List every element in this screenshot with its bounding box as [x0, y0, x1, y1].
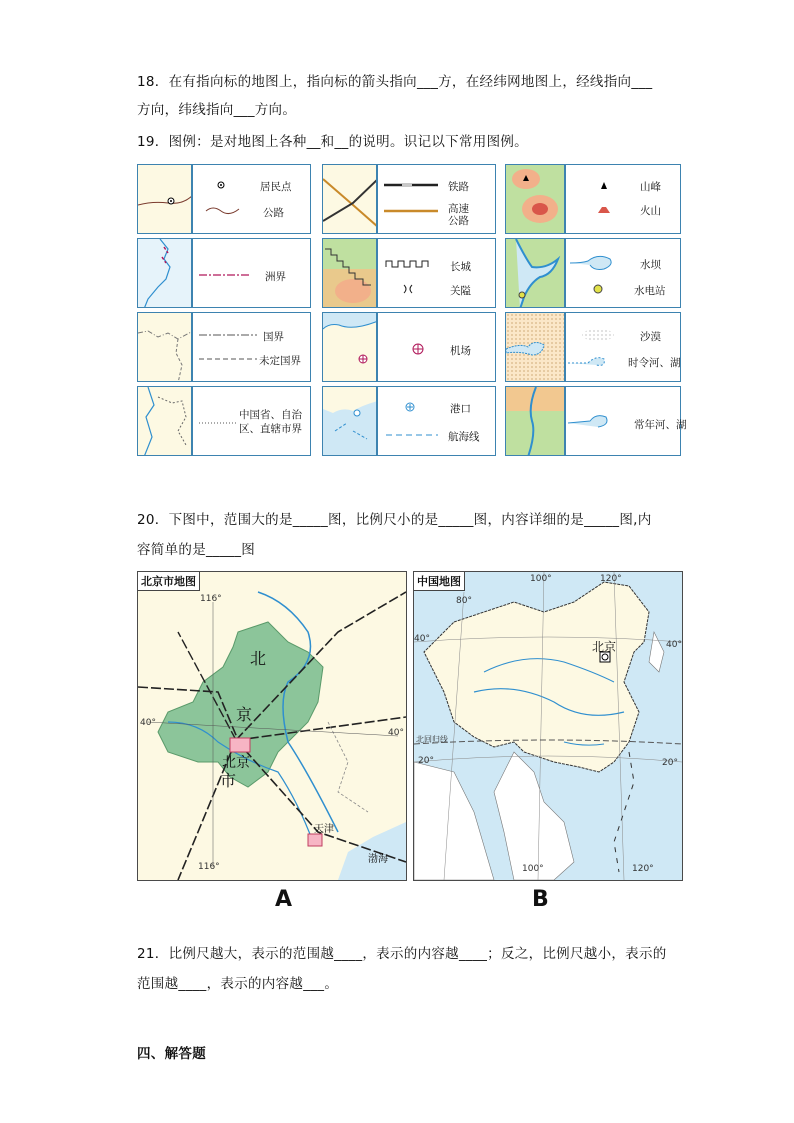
legend-table	[137, 164, 687, 456]
port-shipping-icons	[382, 387, 442, 457]
legend-label-highway-2: 公路	[448, 215, 469, 227]
settlement-road-thumb	[138, 165, 192, 234]
legend-thumb-port	[322, 386, 377, 456]
desert-seasonal-icons	[568, 313, 632, 383]
legend-cell-greatwall	[377, 238, 496, 308]
continent-border-icon	[195, 239, 255, 309]
legend-cell-airport	[377, 312, 496, 382]
legend-label-airport: 机场	[450, 345, 471, 357]
map-a-bohai: 渤海	[368, 854, 388, 865]
map-b-tropic: 北回归线	[416, 735, 448, 744]
map-a-char-bei: 北	[250, 649, 267, 668]
map-beijing	[137, 571, 407, 881]
map-b-caption: B	[532, 887, 549, 912]
peak-thumb	[506, 165, 565, 234]
legend-thumb-railway	[322, 164, 377, 234]
legend-cell-peak	[565, 164, 681, 234]
legend-thumb-province	[137, 386, 192, 456]
legend-label-shipping: 航海线	[448, 431, 480, 443]
legend-thumb-peak	[505, 164, 565, 234]
hydro-icon	[594, 285, 602, 293]
map-a-lat-right: 40°	[388, 728, 404, 738]
legend-label-seasonal: 时令河、湖	[628, 357, 681, 369]
map-b-lat-20-right: 20°	[662, 758, 678, 768]
perennial-thumb	[506, 387, 565, 456]
legend-label-highway-1: 高速	[448, 203, 469, 215]
legend-thumb-perennial	[505, 386, 565, 456]
greatwall-pass-icons	[382, 239, 442, 309]
map-a-drawing	[138, 572, 406, 880]
map-b-lat-40-right: 40°	[666, 640, 682, 650]
border-icons	[199, 313, 259, 383]
airport-thumb	[323, 313, 377, 382]
legend-thumb-airport	[322, 312, 377, 382]
legend-label-hydro: 水电站	[634, 285, 666, 297]
peak-icon	[601, 182, 607, 189]
map-a-caption: A	[275, 887, 293, 912]
legend-thumb-national	[137, 312, 192, 382]
map-b-title: 中国地图	[414, 572, 465, 591]
map-a-title: 北京市地图	[138, 572, 200, 591]
map-a-tianjin: 天津	[314, 824, 334, 835]
legend-label-railway: 铁路	[448, 181, 469, 193]
legend-label-national: 国界	[263, 331, 284, 343]
legend-cell-continent	[192, 238, 311, 308]
legend-label-desert: 沙漠	[640, 331, 661, 343]
railway-thumb	[323, 165, 377, 234]
legend-label-perennial: 常年河、湖	[634, 419, 687, 431]
national-thumb	[138, 313, 192, 382]
dam-icon	[570, 256, 611, 269]
desert-thumb	[506, 313, 565, 382]
question-21-line2: 范围越____，表示的内容越___。	[137, 976, 339, 992]
peak-volcano-icons	[584, 165, 624, 235]
legend-label-pass: 关隘	[450, 285, 471, 297]
map-a-lon-bottom: 116°	[198, 862, 220, 872]
map-b-lon-100-top: 100°	[530, 574, 552, 584]
legend-label-volcano: 火山	[640, 205, 661, 217]
legend-label-dam: 水坝	[640, 259, 661, 271]
legend-label-province-1: 中国省、自治	[239, 409, 302, 421]
railway-highway-icons	[382, 165, 442, 235]
map-b-lon-80: 80°	[456, 596, 472, 606]
legend-cell-national	[192, 312, 311, 382]
desert-icon	[582, 329, 614, 341]
legend-label-port: 港口	[450, 403, 471, 415]
map-a-char-shi: 市	[220, 771, 237, 790]
legend-cell-port	[377, 386, 496, 456]
port-thumb	[323, 387, 377, 456]
legend-label-road: 公路	[263, 207, 284, 219]
greatwall-thumb	[323, 239, 377, 308]
legend-thumb-dam	[505, 238, 565, 308]
map-b-drawing	[414, 572, 682, 880]
settlement-icon	[201, 165, 241, 235]
map-b-lon-120-bottom: 120°	[632, 864, 654, 874]
airport-icon	[398, 313, 438, 383]
legend-cell-settlement	[192, 164, 311, 234]
continent-thumb	[138, 239, 192, 308]
map-b-lon-100-bottom: 100°	[522, 864, 544, 874]
legend-thumb-continent	[137, 238, 192, 308]
legend-thumb-greatwall	[322, 238, 377, 308]
map-b-beijing: 北京	[592, 640, 617, 654]
map-b-lat-40-left: 40°	[414, 634, 430, 644]
question-20-line2: 容简单的是_____图	[137, 542, 256, 558]
legend-thumb-settlement	[137, 164, 192, 234]
map-b-lon-120-top: 120°	[600, 574, 622, 584]
legend-cell-province	[192, 386, 311, 456]
map-a-lat-left: 40°	[140, 718, 156, 728]
seasonal-river-icon	[568, 358, 604, 366]
province-thumb	[138, 387, 192, 456]
legend-label-undefined: 未定国界	[259, 355, 301, 367]
map-a-lon-top: 116°	[200, 594, 222, 604]
section-4-title: 四、解答题	[137, 1046, 206, 1062]
legend-cell-dam	[565, 238, 681, 308]
map-a-char-jing: 京	[236, 705, 253, 724]
question-19: 19．图例：是对地图上各种__和__的说明。识记以下常用图例。	[137, 134, 528, 150]
map-a-beijing: 北京	[222, 755, 250, 771]
dam-hydro-icons	[568, 239, 628, 309]
legend-cell-railway	[377, 164, 496, 234]
question-20-line1: 20．下图中，范围大的是_____图，比例尺小的是_____图，内容详细的是_____图,内	[137, 512, 652, 528]
legend-label-continent: 洲界	[265, 271, 286, 283]
question-21-line1: 21．比例尺越大，表示的范围越____，表示的内容越____；反之，比例尺越小，表示的	[137, 946, 667, 962]
legend-thumb-desert	[505, 312, 565, 382]
question-18-line2: 方向，纬线指向___方向。	[137, 102, 297, 118]
legend-cell-desert	[565, 312, 681, 382]
map-b-lat-20-left: 20°	[418, 756, 434, 766]
dam-thumb	[506, 239, 565, 308]
legend-label-greatwall: 长城	[450, 261, 471, 273]
volcano-icon	[598, 207, 610, 213]
legend-label-settlement: 居民点	[260, 181, 292, 193]
map-china	[413, 571, 683, 881]
question-18-line1: 18．在有指向标的地图上，指向标的箭头指向___方，在经纬网地图上，经线指向___	[137, 74, 653, 90]
perennial-icon	[568, 387, 632, 457]
legend-label-province-2: 区、直辖市界	[239, 423, 302, 435]
legend-cell-perennial	[565, 386, 687, 456]
legend-label-peak: 山峰	[640, 181, 661, 193]
road-icon	[206, 208, 239, 214]
